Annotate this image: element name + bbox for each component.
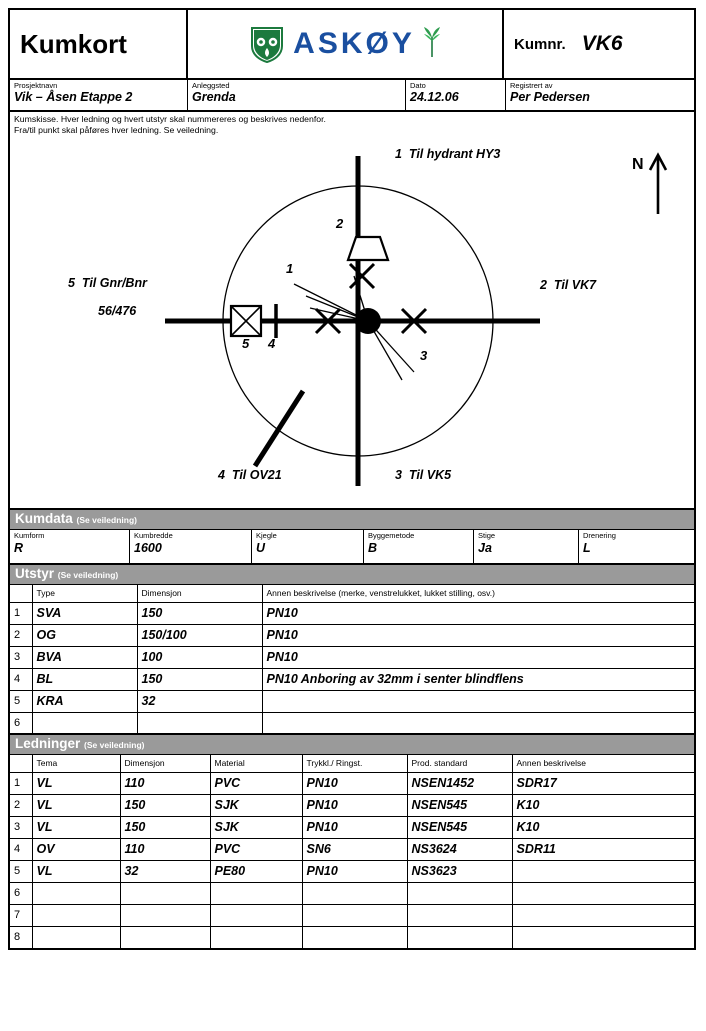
kumdata-kumbredde [130,530,252,563]
ledninger-table [10,755,694,948]
meta-registrert-av [506,80,694,110]
section-header-kumdata [10,510,694,530]
col-prod-standard: Prod. standard [407,755,512,772]
cell-tema [32,904,120,926]
meta-value: Per Pedersen [510,90,590,104]
cell-index: 6 [10,882,32,904]
field-value: U [256,541,266,555]
section-title: Kumdata [15,511,73,526]
cell-index: 1 [10,602,32,624]
meta-dato [406,80,506,110]
cell-index: 5 [10,690,32,712]
meta-value: Grenda [192,90,236,104]
cell-material [210,926,302,948]
cell-beskrivelse: K10 [512,816,694,838]
kumnr-label: Kumnr. [514,35,566,53]
cell-type: KRA [32,690,137,712]
section-subtitle: (Se veiledning) [57,570,119,580]
cell-tema: VL [32,816,120,838]
page-title: Kumkort [10,10,188,78]
cell-dimensjon: 150 [137,668,262,690]
field-label: Kumform [14,531,45,540]
cell-prod-standard: NS3623 [407,860,512,882]
cell-index: 3 [10,816,32,838]
note-line-1: Kumskisse. Hver ledning og hvert utstyr skal nummereres og beskrives nedenfor. [14,114,326,124]
cell-type: SVA [32,602,137,624]
sketch-item-number-5: 5 [242,336,250,351]
field-value: Ja [478,541,492,555]
callout-1: 1 Til hydrant HY3 [395,147,501,161]
table-header-row [10,755,694,772]
cell-dimensjon: 100 [137,646,262,668]
cell-dimensjon [120,904,210,926]
cell-tema: VL [32,772,120,794]
table-row [10,838,694,860]
cell-dimensjon [137,712,262,734]
cell-dimensjon: 110 [120,772,210,794]
cell-prod-standard: NS3624 [407,838,512,860]
cell-tema: VL [32,794,120,816]
cell-tema [32,882,120,904]
col-dimensjon: Dimensjon [120,755,210,772]
sketch-drawing [10,136,694,508]
table-row [10,816,694,838]
field-value: L [583,541,591,555]
col-index [10,755,32,772]
cell-beskrivelse [512,904,694,926]
cell-prod-standard: NSEN545 [407,816,512,838]
cell-index: 2 [10,794,32,816]
field-label: Byggemetode [368,531,415,540]
instruction-note [10,112,694,136]
kumnr-field [504,10,694,78]
cell-material: PE80 [210,860,302,882]
cell-material: SJK [210,794,302,816]
callout-3: 3 Til VK5 [395,468,452,482]
cell-dimensjon: 150 [120,794,210,816]
cell-beskrivelse: SDR17 [512,772,694,794]
cell-material: PVC [210,838,302,860]
field-label: Drenering [583,531,616,540]
cell-prod-standard: NSEN1452 [407,772,512,794]
callout-5-gnrbnr: 56/476 [98,304,137,318]
utstyr-table [10,585,694,735]
cell-index: 5 [10,860,32,882]
cell-index: 4 [10,668,32,690]
kumdata-kumform [10,530,130,563]
cell-trykklasse [302,882,407,904]
kumdata-stige [474,530,579,563]
cell-material [210,882,302,904]
table-row [10,712,694,734]
section-subtitle: (Se veiledning) [76,515,137,525]
table-row [10,904,694,926]
table-row [10,772,694,794]
cell-dimensjon: 150 [137,602,262,624]
section-header-ledninger [10,735,694,755]
sketch-item-number-1: 1 [286,261,294,276]
kumnr-value: VK6 [581,32,623,55]
cell-beskrivelse [512,926,694,948]
col-beskrivelse: Annen beskrivelse [512,755,694,772]
cell-beskrivelse: SDR11 [512,838,694,860]
table-row [10,794,694,816]
cell-trykklasse [302,926,407,948]
kumdata-kjegle [252,530,364,563]
table-row [10,624,694,646]
table-row [10,646,694,668]
field-label: Stige [478,531,496,540]
sketch-item-number-4: 4 [268,336,276,351]
cell-index: 2 [10,624,32,646]
section-header-utstyr [10,565,694,585]
table-row [10,690,694,712]
field-label: Kjegle [256,531,277,540]
palm-leaf-icon [421,27,443,62]
note-line-2: Fra/til punkt skal påføres hver ledning. Se veiledning. [14,125,219,135]
cell-type [32,712,137,734]
cell-beskrivelse: PN10 [262,646,694,668]
col-index [10,585,32,602]
kumdata-drenering [579,530,694,563]
cell-trykklasse: PN10 [302,772,407,794]
table-header-row [10,585,694,602]
cell-prod-standard [407,882,512,904]
kumdata-row [10,530,694,565]
cell-dimensjon: 32 [120,860,210,882]
cell-index: 7 [10,904,32,926]
cell-trykklasse: PN10 [302,816,407,838]
meta-label: Prosjektnavn [14,81,58,90]
cell-dimensjon: 150/100 [137,624,262,646]
meta-label: Anleggsted [192,81,230,90]
table-row [10,860,694,882]
cell-dimensjon [120,926,210,948]
cell-material: SJK [210,816,302,838]
cell-beskrivelse: PN10 [262,602,694,624]
meta-anleggsted [188,80,406,110]
table-row [10,882,694,904]
field-value: B [368,541,378,555]
logo-wordmark: ASKØY [293,27,415,60]
section-title: Utstyr [15,566,55,581]
col-beskrivelse: Annen beskrivelse (merke, venstrelukket, lukket stilling, osv.) [262,585,694,602]
section-subtitle: (Se veiledning) [84,740,145,750]
cell-dimensjon [120,882,210,904]
cell-tema [32,926,120,948]
cell-tema: OV [32,838,120,860]
cell-type: OG [32,624,137,646]
cell-type: BVA [32,646,137,668]
cell-beskrivelse: PN10 [262,624,694,646]
col-tema: Tema [32,755,120,772]
cell-prod-standard: NSEN545 [407,794,512,816]
cell-trykklasse: SN6 [302,838,407,860]
cell-dimensjon: 110 [120,838,210,860]
kum-sketch [10,136,694,510]
meta-row [10,80,694,112]
meta-label: Registrert av [510,81,553,90]
table-row [10,602,694,624]
cell-index: 1 [10,772,32,794]
cell-index: 4 [10,838,32,860]
cell-beskrivelse [512,882,694,904]
col-material: Material [210,755,302,772]
cell-beskrivelse: PN10 Anboring av 32mm i senter blindflens [262,668,694,690]
cell-beskrivelse [262,690,694,712]
cell-beskrivelse [262,712,694,734]
cell-material: PVC [210,772,302,794]
cell-tema: VL [32,860,120,882]
cell-index: 6 [10,712,32,734]
col-type: Type [32,585,137,602]
section-title: Ledninger [15,736,81,751]
cell-prod-standard [407,904,512,926]
table-row [10,668,694,690]
sheet-header [10,10,694,80]
sketch-item-number-3: 3 [420,348,428,363]
cell-beskrivelse: K10 [512,794,694,816]
field-label: Kumbredde [134,531,173,540]
cell-trykklasse: PN10 [302,794,407,816]
col-dimensjon: Dimensjon [137,585,262,602]
sketch-item-number-2: 2 [336,216,344,231]
callout-2: 2 Til VK7 [540,278,597,292]
cell-prod-standard [407,926,512,948]
kumdata-byggemetode [364,530,474,563]
logo-area [188,10,504,78]
cell-index: 8 [10,926,32,948]
cell-material [210,904,302,926]
callout-4: 4 Til OV21 [218,468,282,482]
cell-dimensjon: 150 [120,816,210,838]
meta-label: Dato [410,81,426,90]
col-trykklasse: Trykkl./ Ringst. [302,755,407,772]
cell-dimensjon: 32 [137,690,262,712]
compass-north-label: N [632,156,644,173]
cell-trykklasse [302,904,407,926]
askoy-coat-of-arms-icon [247,24,287,64]
table-row [10,926,694,948]
meta-value: 24.12.06 [410,90,459,104]
cell-beskrivelse [512,860,694,882]
cell-type: BL [32,668,137,690]
field-value: 1600 [134,541,162,555]
kumkort-sheet [8,8,696,950]
meta-value: Vik – Åsen Etappe 2 [14,90,133,104]
callout-5: 5 Til Gnr/Bnr [68,276,147,290]
field-value: R [14,541,24,555]
cell-trykklasse: PN10 [302,860,407,882]
cell-index: 3 [10,646,32,668]
meta-prosjektnavn [10,80,188,110]
